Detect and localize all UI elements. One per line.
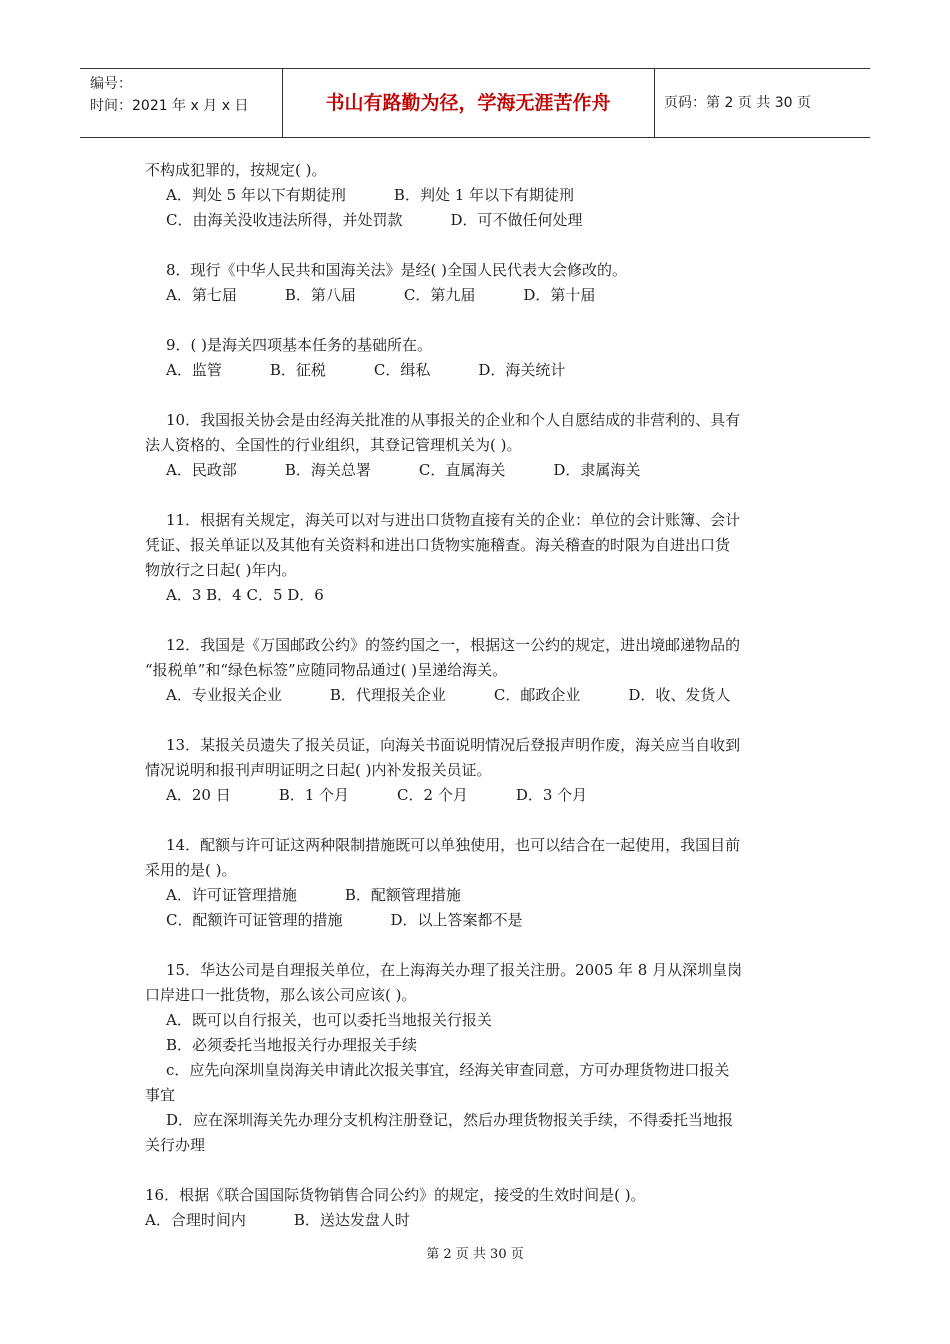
question-text: 法人资格的、全国性的行业组织，其登记管理机关为( )。 <box>145 436 522 454</box>
question-text: 10．我国报关协会是由经海关批准的从事报关的企业和个人自愿结成的非营利的、具有 <box>166 411 741 429</box>
answer-option: A．判处 5 年以下有期徒刑 <box>166 186 346 204</box>
question-text: “报税单”和“绿色标签”应随同物品通过( )呈递给海关。 <box>145 661 508 679</box>
answer-option: 事宜 <box>145 1086 176 1104</box>
answer-option: C．第九届 <box>403 286 476 304</box>
answer-option: C．配额许可证管理的措施 <box>166 911 343 929</box>
document-body <box>145 158 815 1258</box>
question-text: 情况说明和报刊声明证明之日起( )内补发报关员证。 <box>145 761 492 779</box>
question-text: 口岸进口一批货物，那么该公司应该( )。 <box>145 986 417 1004</box>
option-row <box>145 908 815 933</box>
question-text: 9．( )是海关四项基本任务的基础所在。 <box>166 336 433 354</box>
option-row <box>145 458 815 483</box>
answer-option: A．既可以自行报关，也可以委托当地报关行报关 <box>166 1011 492 1029</box>
answer-option: C．邮政企业 <box>493 686 581 704</box>
intro-question <box>145 158 815 233</box>
question-text: 12．我国是《万国邮政公约》的签约国之一，根据这一公约的规定，进出境邮递物品的 <box>166 636 741 654</box>
question-block <box>145 733 815 808</box>
answer-option: A．合理时间内 <box>145 1211 246 1229</box>
answer-option: D．第十届 <box>523 286 596 304</box>
header-page-info: 页码：第 2 页 共 30 页 <box>664 95 811 111</box>
answer-option: B．配额管理措施 <box>344 886 461 904</box>
option-row <box>145 358 815 383</box>
answer-option: A．专业报关企业 <box>166 686 282 704</box>
option-row <box>145 183 815 208</box>
answer-option: A．3 B．4 C．5 D．6 <box>166 586 324 604</box>
question-text: 凭证、报关单证以及其他有关资料和进出口货物实施稽查。海关稽查的时限为自进出口货 <box>145 536 731 554</box>
header-divider <box>654 69 655 137</box>
question-block <box>145 508 815 608</box>
question-block <box>145 833 815 933</box>
answer-option: D．可不做任何处理 <box>450 211 583 229</box>
answer-option: B．征税 <box>269 361 326 379</box>
page-footer: 第 2 页 共 30 页 <box>426 1247 524 1262</box>
option-row <box>145 1008 815 1033</box>
question-block <box>145 408 815 483</box>
question-text: 不构成犯罪的，按规定( )。 <box>145 161 327 179</box>
answer-option: B．送达发盘人时 <box>293 1211 410 1229</box>
option-row <box>145 783 815 808</box>
question-text: 13．某报关员遗失了报关员证，向海关书面说明情况后登报声明作废，海关应当自收到 <box>166 736 741 754</box>
header-meta <box>90 73 248 117</box>
question-block <box>145 633 815 708</box>
serial-label: 编号： <box>90 76 132 92</box>
question-text: 11．根据有关规定，海关可以对与进出口货物直接有关的企业：单位的会计账簿、会计 <box>166 511 741 529</box>
option-row <box>145 283 815 308</box>
question-text: 物放行之日起( )年内。 <box>145 561 297 579</box>
answer-option: D．以上答案都不是 <box>390 911 523 929</box>
question-block <box>145 333 815 383</box>
option-row <box>145 883 815 908</box>
answer-option: 关行办理 <box>145 1136 206 1154</box>
option-row <box>145 1033 815 1058</box>
answer-option: D．收、发货人 <box>628 686 731 704</box>
answer-option: A．民政部 <box>166 461 237 479</box>
question-text: 15．华达公司是自理报关单位，在上海海关办理了报关注册。2005 年 8 月从深圳皇岗 <box>166 961 743 979</box>
answer-option: C．由海关没收违法所得，并处罚款 <box>166 211 403 229</box>
answer-option: D．海关统计 <box>478 361 566 379</box>
answer-option: A．20 日 <box>166 786 231 804</box>
page-header <box>80 68 870 138</box>
answer-option: B．判处 1 年以下有期徒刑 <box>393 186 575 204</box>
answer-option: D．隶属海关 <box>553 461 641 479</box>
question-block <box>145 958 815 1158</box>
answer-option: B．必须委托当地报关行办理报关手续 <box>166 1036 418 1054</box>
question-block <box>145 1183 815 1233</box>
answer-option: D．应在深圳海关先办理分支机构注册登记，然后办理货物报关手续，不得委托当地报 <box>166 1111 734 1129</box>
option-row <box>145 1208 815 1233</box>
answer-option: B．1 个月 <box>278 786 350 804</box>
answer-option: A．许可证管理措施 <box>166 886 297 904</box>
answer-option: C．缉私 <box>373 361 431 379</box>
option-row <box>145 683 815 708</box>
answer-option: C．直属海关 <box>418 461 506 479</box>
question-text: 14．配额与许可证这两种限制措施既可以单独使用，也可以结合在一起使用，我国目前 <box>166 836 741 854</box>
answer-option: C．2 个月 <box>397 786 468 804</box>
answer-option: D．3 个月 <box>515 786 588 804</box>
question-block <box>145 258 815 308</box>
answer-option: A．监管 <box>166 361 222 379</box>
option-row <box>145 583 815 608</box>
answer-option: A．第七届 <box>166 286 237 304</box>
answer-option: c．应先向深圳皇岗海关申请此次报关事宜，经海关审查同意，方可办理货物进口报关 <box>166 1061 730 1079</box>
option-row <box>145 208 815 233</box>
question-text: 16．根据《联合国国际货物销售合同公约》的规定，接受的生效时间是( )。 <box>145 1186 646 1204</box>
question-text: 采用的是( )。 <box>145 861 237 879</box>
answer-option: B．代理报关企业 <box>329 686 446 704</box>
answer-option: B．海关总署 <box>284 461 371 479</box>
question-text: 8．现行《中华人民共和国海关法》是经( )全国人民代表大会修改的。 <box>166 261 628 279</box>
header-motto: 书山有路勤为径，学海无涯苦作舟 <box>325 92 611 114</box>
time-label: 时间：2021 年 x 月 x 日 <box>90 98 249 114</box>
answer-option: B．第八届 <box>284 286 356 304</box>
